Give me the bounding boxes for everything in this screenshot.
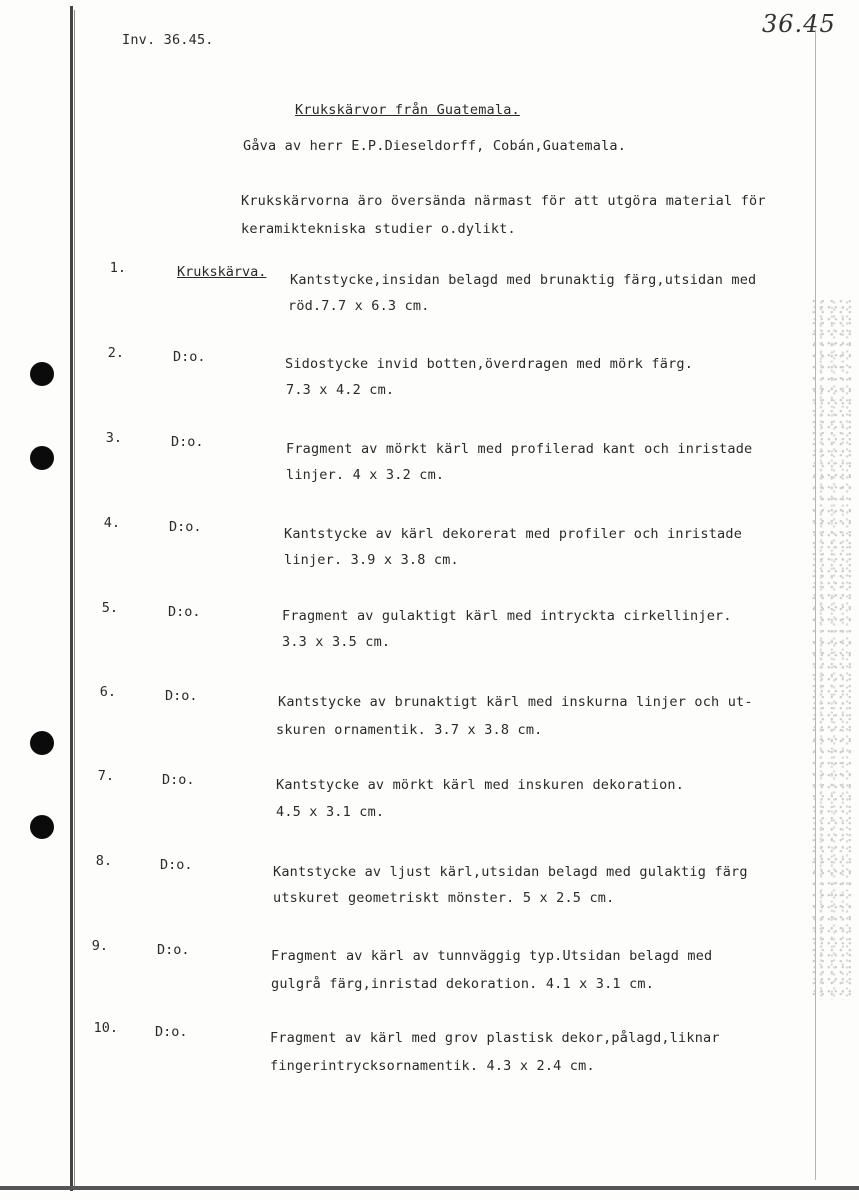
- item-description-line-1: Fragment av mörkt kärl med profilerad kant och inristade: [286, 441, 753, 457]
- item-description-line-1: Kantstycke av mörkt kärl med inskuren dekoration.: [276, 777, 685, 793]
- item-description-line-2: gulgrå färg,inristad dekoration. 4.1 x 3.1 cm.: [271, 976, 655, 992]
- item-number: 3.: [105, 430, 122, 446]
- punch-hole-icon: [30, 815, 54, 839]
- item-category: Krukskärva.: [177, 264, 267, 280]
- item-number: 2.: [107, 345, 124, 361]
- scan-edge-bottom: [0, 1186, 859, 1190]
- item-category: D:o.: [168, 604, 201, 620]
- item-description-line-2: skuren ornamentik. 3.7 x 3.8 cm.: [276, 722, 543, 738]
- handwritten-number: 36.45: [762, 10, 836, 38]
- item-category: D:o.: [160, 857, 193, 873]
- item-category: D:o.: [155, 1024, 188, 1040]
- item-number: 9.: [91, 938, 108, 954]
- item-category: D:o.: [173, 349, 206, 365]
- item-number: 7.: [97, 768, 114, 784]
- item-description-line-1: Fragment av kärl med grov plastisk dekor,pålagd,liknar: [270, 1030, 720, 1046]
- intro-line-1: Krukskärvorna äro översända närmast för att utgöra material för: [241, 193, 766, 209]
- item-description-line-2: fingerintrycksornamentik. 4.3 x 2.4 cm.: [270, 1058, 595, 1074]
- item-category: D:o.: [162, 772, 195, 788]
- item-description-line-1: Fragment av gulaktigt kärl med intryckta cirkellinjer.: [282, 608, 732, 624]
- intro-line-2: keramiktekniska studier o.dylikt.: [241, 221, 516, 237]
- item-number: 6.: [99, 684, 116, 700]
- item-description-line-2: 3.3 x 3.5 cm.: [282, 634, 391, 650]
- scan-noise: [812, 300, 852, 1000]
- donor-line: Gåva av herr E.P.Dieseldorff, Cobán,Guatemala.: [243, 138, 627, 154]
- punch-hole-icon: [30, 362, 54, 386]
- scan-edge-left: [70, 6, 73, 1191]
- document-title: Krukskärvor från Guatemala.: [295, 102, 520, 118]
- item-description-line-1: Kantstycke av brunaktigt kärl med inskurna linjer och ut-: [278, 694, 753, 710]
- item-number: 5.: [101, 600, 118, 616]
- item-description-line-2: linjer. 3.9 x 3.8 cm.: [284, 552, 459, 568]
- item-category: D:o.: [165, 688, 198, 704]
- item-description-line-1: Kantstycke av kärl dekorerat med profiler och inristade: [284, 526, 743, 542]
- item-category: D:o.: [169, 519, 202, 535]
- punch-hole-icon: [30, 446, 54, 470]
- item-description-line-2: linjer. 4 x 3.2 cm.: [286, 467, 445, 483]
- punch-hole-icon: [30, 731, 54, 755]
- item-category: D:o.: [171, 434, 204, 450]
- item-description-line-2: 4.5 x 3.1 cm.: [276, 804, 385, 820]
- item-number: 10.: [93, 1020, 118, 1036]
- item-number: 1.: [109, 260, 126, 276]
- item-description-line-1: Sidostycke invid botten,överdragen med mörk färg.: [285, 356, 694, 372]
- item-description-line-2: 7.3 x 4.2 cm.: [286, 382, 395, 398]
- inventory-number: Inv. 36.45.: [122, 32, 214, 48]
- item-description-line-1: Kantstycke av ljust kärl,utsidan belagd med gulaktig färg: [273, 864, 748, 880]
- item-description-line-2: röd.7.7 x 6.3 cm.: [288, 298, 430, 314]
- item-number: 4.: [103, 515, 120, 531]
- item-number: 8.: [95, 853, 112, 869]
- item-description-line-1: Kantstycke,insidan belagd med brunaktig färg,utsidan med: [290, 272, 757, 288]
- scan-edge-left-shadow: [74, 10, 75, 1190]
- item-description-line-1: Fragment av kärl av tunnväggig typ.Utsidan belagd med: [271, 948, 713, 964]
- item-description-line-2: utskuret geometriskt mönster. 5 x 2.5 cm.: [273, 890, 615, 906]
- item-category: D:o.: [157, 942, 190, 958]
